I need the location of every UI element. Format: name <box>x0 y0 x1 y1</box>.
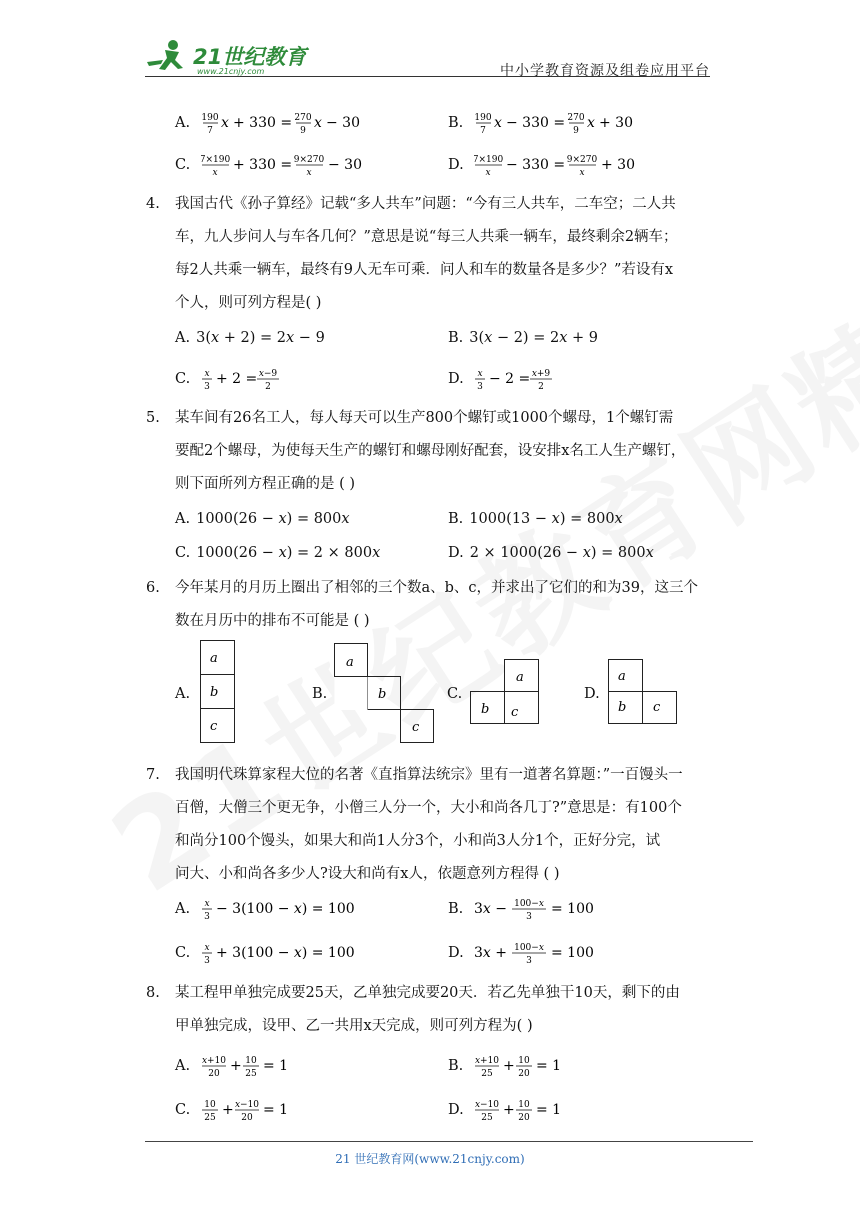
svg-text:+ 2 =: + 2 = <box>215 371 258 387</box>
svg-text:− 3(100 − x) = 100: − 3(100 − x) = 100 <box>215 901 355 917</box>
q6-figure-label-d: D. <box>584 686 600 702</box>
page-header <box>145 38 710 78</box>
q8-option-d: D. x−10 25 + 10 20 = 1 <box>448 1100 562 1123</box>
svg-text:= 1: = 1 <box>262 1058 288 1074</box>
svg-text:x−9: x−9 <box>258 369 277 379</box>
svg-text:b: b <box>481 702 490 717</box>
q6-figure-c <box>470 659 540 729</box>
svg-text:x: x <box>204 899 210 909</box>
q6-figure-d <box>608 659 678 729</box>
q4-line: 车，九人步问人与车各几何？”意思是说“每三人共乘一辆车，最终剩余2辆车； <box>175 229 678 245</box>
svg-text:x: x <box>204 943 210 953</box>
svg-text:9×270: 9×270 <box>293 155 325 165</box>
q5-option-a: A. 1000(26 − x) = 800x <box>175 511 350 527</box>
svg-text:3: 3 <box>203 956 210 966</box>
q4-line: 个人，则可列方程是( ) <box>175 295 322 311</box>
q7-option-d: D. 3x + 100−x 3 = 100 <box>448 943 595 966</box>
svg-text:10: 10 <box>204 1100 216 1110</box>
q8-stem <box>175 977 720 1043</box>
site-logo <box>145 38 315 76</box>
svg-text:− 30: − 30 <box>325 115 360 131</box>
q5-line: 则下面所列方程正确的是 ( ) <box>175 476 356 492</box>
svg-text:3x −: 3x − <box>473 901 507 917</box>
svg-text:20: 20 <box>518 1113 531 1123</box>
svg-text:9: 9 <box>573 126 579 136</box>
svg-text:= 1: = 1 <box>536 1102 562 1118</box>
q6-figure-label-c: C. <box>447 686 463 702</box>
svg-text:− 2 =: − 2 = <box>489 371 531 387</box>
q4-option-d: D. x 3 − 2 = x+9 2 <box>448 369 551 392</box>
q4-option-b: B. 3(x − 2) = 2x + 9 <box>448 330 598 346</box>
svg-text:a: a <box>346 655 354 670</box>
svg-text:= 1: = 1 <box>262 1102 288 1118</box>
footer-link[interactable]: 21 世纪教育网(www.21cnjy.com) <box>335 1152 525 1166</box>
svg-text:a: a <box>618 669 626 684</box>
svg-text:+ 30: + 30 <box>598 115 633 131</box>
header-site-name: 中小学教育资源及组卷应用平台 <box>500 63 710 79</box>
q3-option-c: C. 7×190 x + 330 = 9×270 x − 30 <box>175 155 362 178</box>
svg-text:3x +: 3x + <box>474 945 508 961</box>
q8-line: 甲单独完成，设甲、乙一共用x天完成，则可列方程为( ) <box>175 1018 533 1034</box>
svg-text:x+10: x+10 <box>474 1056 499 1066</box>
svg-text:3: 3 <box>526 956 533 966</box>
svg-text:3: 3 <box>477 382 484 392</box>
q7-line: 百僧，大僧三个更无争，小僧三人分一个，大小和尚各几丁?”意思是：有100个 <box>175 800 682 816</box>
svg-text:b: b <box>378 687 387 702</box>
svg-text:www.21cnjy.com: www.21cnjy.com <box>197 67 265 76</box>
svg-text:100−x: 100−x <box>514 943 545 953</box>
svg-text:x: x <box>493 115 502 131</box>
q8-number: 8. <box>146 985 160 1001</box>
svg-text:+: + <box>502 1058 515 1074</box>
svg-text:x: x <box>586 115 595 131</box>
svg-text:+ 330 =: + 330 = <box>232 115 292 131</box>
svg-text:x: x <box>485 168 491 178</box>
svg-text:10: 10 <box>518 1100 531 1110</box>
svg-text:− 30: − 30 <box>327 157 362 173</box>
q6-number: 6. <box>146 580 160 596</box>
q4-line: 每2人共乘一辆车，最终有9人无车可乘．问人和车的数量各是多少？”若设有x <box>175 262 674 278</box>
svg-text:− 330 =: − 330 = <box>505 115 565 131</box>
svg-text:3: 3 <box>203 912 210 922</box>
svg-text:25: 25 <box>204 1113 216 1123</box>
q6-figure-a <box>200 640 236 748</box>
svg-text:x: x <box>220 115 229 131</box>
svg-text:7×190: 7×190 <box>200 155 231 165</box>
q8-option-a: A. x+10 20 + 10 25 = 1 <box>175 1056 288 1079</box>
svg-text:20: 20 <box>207 1069 220 1079</box>
q5-option-c: C. 1000(26 − x) = 2 × 800x <box>175 545 381 561</box>
svg-text:270: 270 <box>294 113 312 123</box>
svg-text:190: 190 <box>201 113 219 123</box>
svg-text:b: b <box>618 700 627 715</box>
q4-option-a: A. 3(x + 2) = 2x − 9 <box>175 330 325 346</box>
q7-option-c: C. x 3 + 3(100 − x) = 100 <box>175 943 355 966</box>
svg-text:20: 20 <box>518 1069 530 1079</box>
q7-stem <box>175 759 720 891</box>
q8-option-b: B. x+10 25 + 10 20 = 1 <box>448 1056 561 1079</box>
svg-text:10: 10 <box>244 1056 257 1066</box>
q7-line: 和尚分100个馒头，如果大和尚1人分3个，小和尚3人分1个，正好分完，试 <box>175 833 661 849</box>
svg-text:25: 25 <box>481 1113 494 1123</box>
svg-text:+ 30: + 30 <box>601 157 636 173</box>
q3-option-d: D. 7×190 x − 330 = 9×270 x + 30 <box>448 155 636 178</box>
svg-text:x: x <box>212 168 218 178</box>
q5-line: 要配2个螺母，为使每天生产的螺钉和螺母刚好配套，设安排x名工人生产螺钉， <box>175 443 686 459</box>
q8-line: 某工程甲单独完成要25天，乙单独完成要20天．若乙先单独干10天，剩下的由 <box>175 985 680 1001</box>
svg-text:2: 2 <box>264 382 271 392</box>
q5-line: 某车间有26名工人，每人每天可以生产800个螺钉或1000个螺母，1个螺钉需 <box>175 410 674 426</box>
svg-text:10: 10 <box>518 1056 530 1066</box>
svg-text:20: 20 <box>241 1113 253 1123</box>
svg-text:3: 3 <box>203 382 210 392</box>
svg-text:2: 2 <box>538 382 545 392</box>
svg-text:− 330 =: − 330 = <box>506 157 566 173</box>
q4-option-c: C. x 3 + 2 = x−9 2 <box>175 369 277 392</box>
q6-line: 数在月历中的排布不可能是 ( ) <box>175 613 370 629</box>
svg-text:100−x: 100−x <box>513 899 544 909</box>
svg-text:25: 25 <box>244 1069 257 1079</box>
svg-text:190: 190 <box>474 113 492 123</box>
q5-number: 5. <box>146 410 160 426</box>
svg-text:c: c <box>511 705 519 720</box>
q6-line: 今年某月的月历上圈出了相邻的三个数a、b、c，并求出了它们的和为39，这三个 <box>175 580 698 596</box>
cell-b: b <box>210 685 219 700</box>
cell-c: c <box>210 719 218 734</box>
svg-text:x: x <box>313 115 322 131</box>
q5-option-b: B. 1000(13 − x) = 800x <box>448 511 623 527</box>
q6-stem <box>175 572 720 638</box>
q7-number: 7. <box>146 767 160 783</box>
svg-text:x+9: x+9 <box>532 369 551 379</box>
footer-rule <box>145 1141 753 1142</box>
q8-option-c: C. 10 25 + x−10 20 = 1 <box>175 1100 288 1123</box>
svg-text:7×190: 7×190 <box>474 155 504 165</box>
q7-line: 我国明代珠算家程大位的名著《直指算法统宗》里有一道著名算题：”一百馒头一 <box>175 767 683 783</box>
svg-text:a: a <box>516 670 524 685</box>
q3-option-a: A. 190 7 x + 330 = 270 9 x − 30 <box>175 113 360 136</box>
svg-text:x: x <box>579 168 585 178</box>
svg-text:9: 9 <box>299 126 306 136</box>
q7-line: 问大、小和尚各多少人?设大和尚有x人，依题意列方程得 ( ) <box>175 866 560 882</box>
q4-line: 我国古代《孙子算经》记载“多人共车”问题：“今有三人共车，二车空；二人共 <box>175 196 676 212</box>
svg-text:21世纪教育: 21世纪教育 <box>193 45 307 69</box>
svg-text:7: 7 <box>480 126 486 136</box>
header-rule <box>145 76 710 77</box>
q5-stem <box>175 402 720 501</box>
svg-text:+: + <box>229 1058 242 1074</box>
svg-text:25: 25 <box>481 1069 493 1079</box>
svg-text:x: x <box>204 369 210 379</box>
q7-option-b: B. 3x − 100−x 3 = 100 <box>448 899 594 922</box>
svg-text:+: + <box>503 1102 516 1118</box>
q6-figure-label-b: B. <box>312 686 328 702</box>
svg-text:9×270: 9×270 <box>567 155 598 165</box>
q6-figure-label-a: A. <box>175 686 191 702</box>
svg-text:x−10: x−10 <box>234 1100 259 1110</box>
svg-text:= 1: = 1 <box>535 1058 561 1074</box>
q7-option-a: A. x 3 − 3(100 − x) = 100 <box>175 899 355 922</box>
svg-text:= 100: = 100 <box>550 901 594 917</box>
svg-text:x: x <box>477 369 483 379</box>
q3-option-b: B. 190 7 x − 330 = 270 9 x + 30 <box>448 113 633 136</box>
svg-text:c: c <box>412 720 420 735</box>
svg-text:x+10: x+10 <box>201 1056 226 1066</box>
q5-option-d: D. 2 × 1000(26 − x) = 800x <box>448 545 654 561</box>
svg-text:7: 7 <box>206 126 213 136</box>
q4-stem <box>175 188 720 320</box>
q6-figure-b <box>334 643 436 747</box>
svg-text:3: 3 <box>526 912 532 922</box>
q4-number: 4. <box>146 196 160 212</box>
svg-text:+: + <box>221 1102 234 1118</box>
svg-text:x: x <box>306 168 312 178</box>
cell-a: a <box>210 651 218 666</box>
svg-text:c: c <box>653 700 661 715</box>
svg-text:+ 3(100 − x) = 100: + 3(100 − x) = 100 <box>215 945 355 961</box>
svg-text:x−10: x−10 <box>475 1100 500 1110</box>
svg-text:270: 270 <box>567 113 585 123</box>
svg-text:= 100: = 100 <box>551 945 595 961</box>
svg-text:+ 330 =: + 330 = <box>232 157 292 173</box>
